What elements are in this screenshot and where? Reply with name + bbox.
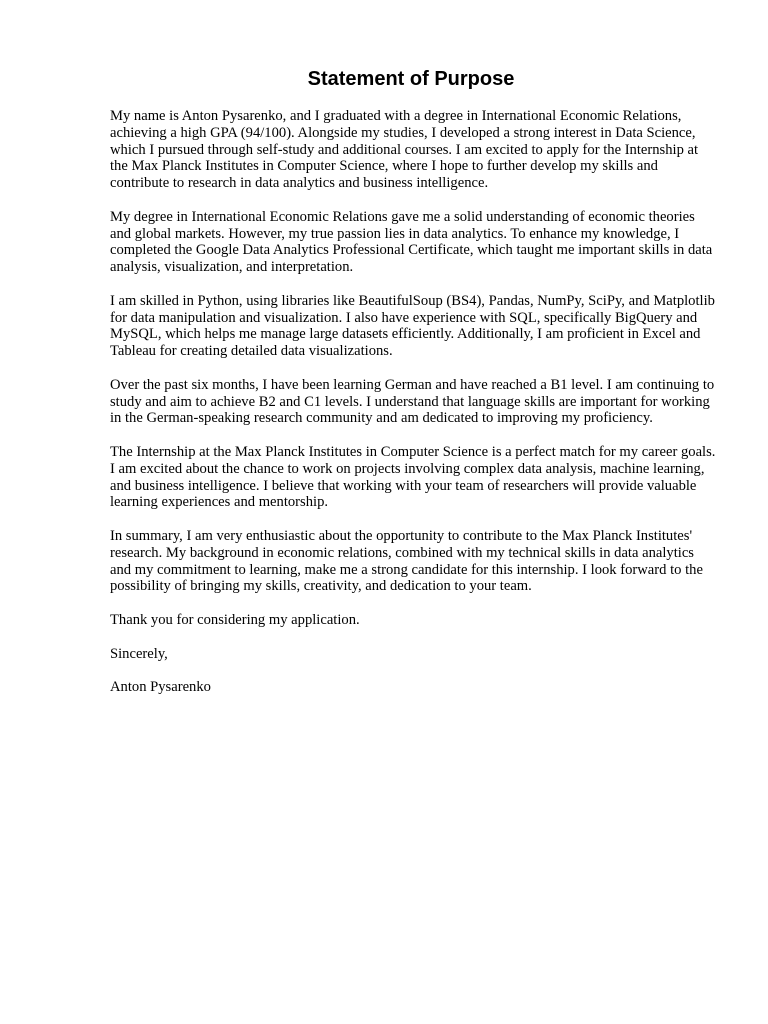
paragraph-technical-skills: I am skilled in Python, using libraries like BeautifulSoup (BS4), Pandas, NumPy, SciPy, and Matplotlib for data manipulation and visualization. I also have experience with SQL, specifically BigQuery and MySQL, which helps me manage large datasets efficiently. Additionally, I am proficient in Excel and Tableau for creating detailed data visualizations. xyxy=(110,292,715,360)
paragraph-internship-fit: The Internship at the Max Planck Institutes in Computer Science is a perfect match for my career goals. I am excited about the chance to work on projects involving complex data analysis, machine learning, and business intelligence. I believe that working with your team of researchers will provide valuable learning experiences and mentorship. xyxy=(110,443,716,511)
paragraph-language-skills: Over the past six months, I have been learning German and have reached a B1 level. I am continuing to study and aim to achieve B2 and C1 levels. I understand that language skills are important for working in the German-speaking research community and am dedicated to improving my proficiency. xyxy=(110,376,715,427)
document-body xyxy=(110,108,716,713)
signature-name: Anton Pysarenko xyxy=(110,679,211,696)
paragraph-summary: In summary, I am very enthusiastic about the opportunity to contribute to the Max Planck Institutes' research. My background in economic relations, combined with my technical skills in data analytics and my commitment to learning, make me a strong candidate for this internship. I look forward to the possibility of bringing my skills, creativity, and dedication to your team. xyxy=(110,527,703,595)
paragraph-introduction: My name is Anton Pysarenko, and I graduated with a degree in International Economic Relations, achieving a high GPA (94/100). Alongside my studies, I developed a strong interest in Data Science, which I pursued through self-study and additional courses. I am excited to apply for the Internship at the Max Planck Institutes in Computer Science, where I hope to further develop my skills and contribute to research in data analytics and business intelligence. xyxy=(110,108,699,192)
closing-thanks: Thank you for considering my application. xyxy=(110,611,360,628)
sign-off: Sincerely, xyxy=(110,645,168,662)
document-title: Statement of Purpose xyxy=(307,68,515,90)
paragraph-education: My degree in International Economic Relations gave me a solid understanding of economic theories and global markets. However, my true passion lies in data analytics. To enhance my knowledge, I completed the Google Data Analytics Professional Certificate, which taught me important skills in data analysis, visualization, and interpretation. xyxy=(110,208,713,276)
